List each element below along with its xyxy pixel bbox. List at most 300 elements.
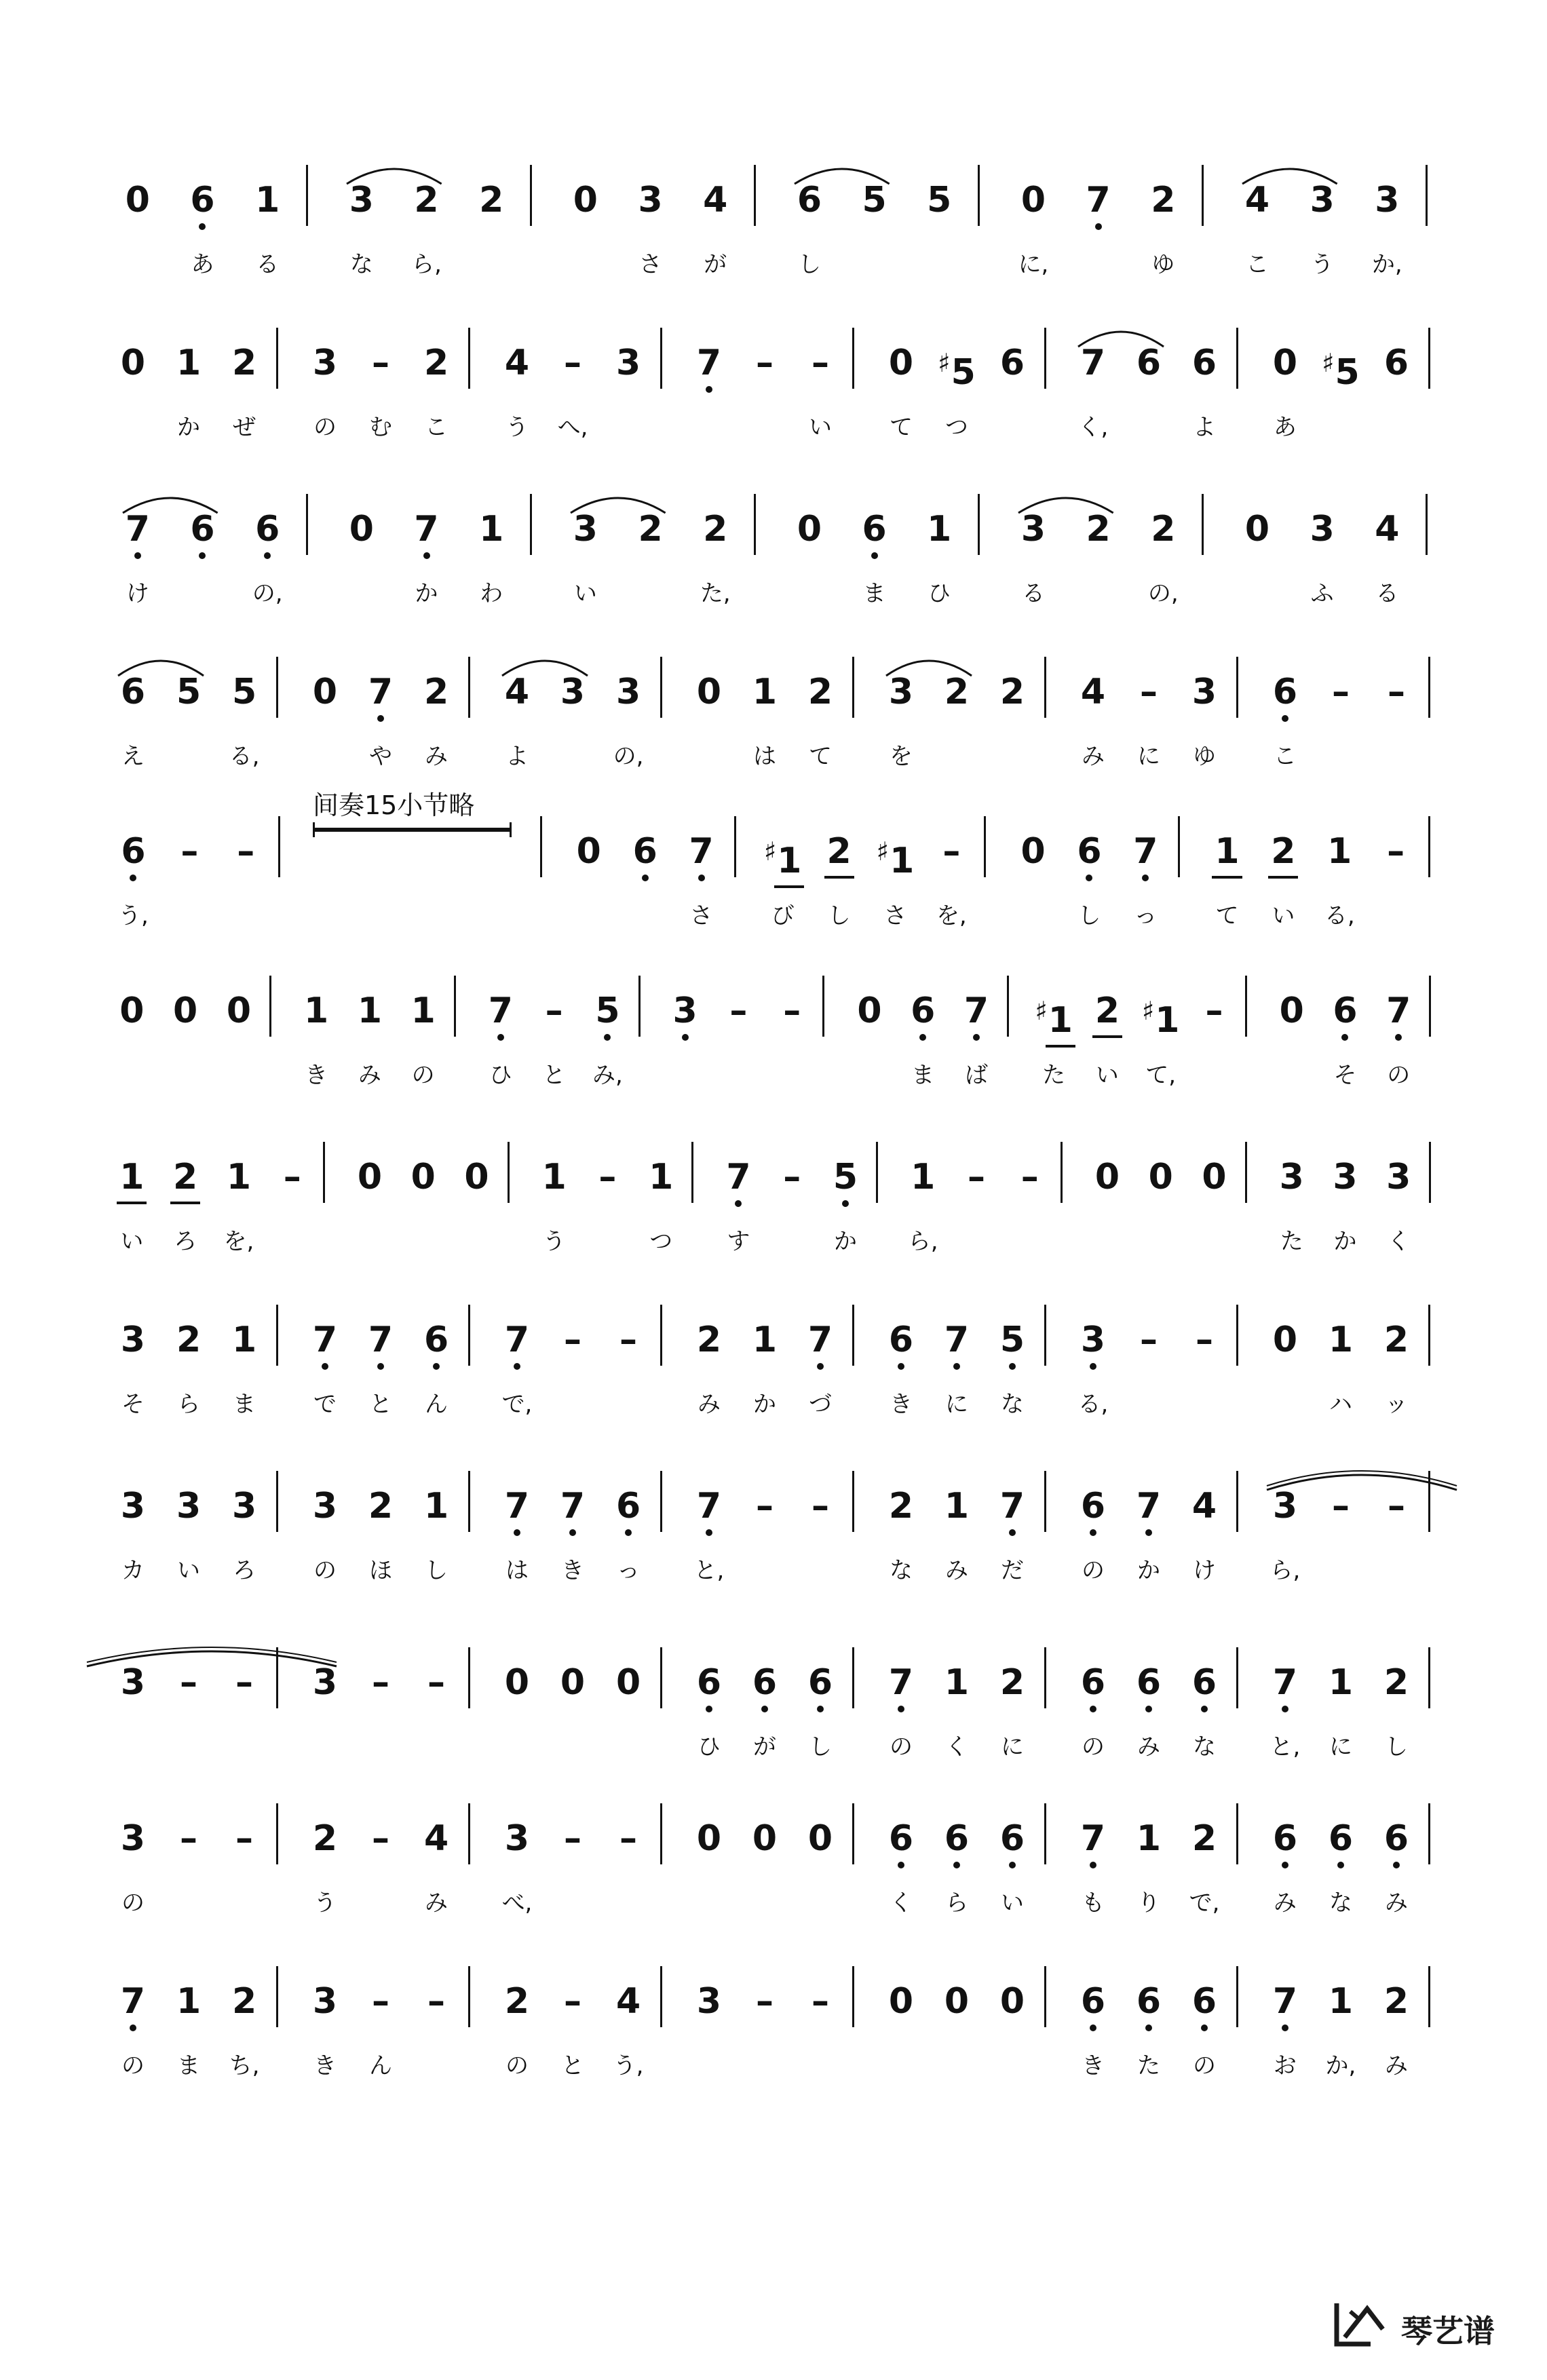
- note-digit: 2: [638, 509, 663, 550]
- lyric-syllable: の: [1081, 1733, 1105, 1761]
- note-digit: 3: [615, 672, 641, 712]
- note-digit: 6: [1077, 831, 1101, 872]
- low-octave-dot: [698, 875, 705, 881]
- note: [102, 831, 164, 872]
- note: [286, 991, 347, 1031]
- note-digit: 1: [1328, 1981, 1354, 2022]
- eighth-underline: [1092, 1035, 1122, 1038]
- lyric-syllable: へ,: [557, 414, 588, 441]
- note-digit: 2: [1191, 1818, 1217, 1859]
- lyric-syllable: ふ: [1310, 580, 1334, 607]
- lyric-syllable: で,: [501, 1391, 533, 1418]
- low-octave-dot: [1145, 1529, 1152, 1536]
- barline: [1202, 165, 1204, 226]
- barline: [1044, 1471, 1046, 1532]
- low-octave-dot: [130, 2024, 136, 2031]
- barline: [468, 1305, 470, 1366]
- interlude-tick: [510, 822, 512, 837]
- lyric-syllable: ろ: [174, 1228, 197, 1255]
- note: [1063, 1486, 1124, 1527]
- note-digit: –: [942, 831, 961, 872]
- lyric-syllable: み: [1384, 2052, 1408, 2079]
- lyric-syllable: み: [425, 1889, 448, 1917]
- lyric-syllable: て: [809, 743, 833, 770]
- note-digit: 0: [1272, 343, 1298, 383]
- note-digit: 6: [1273, 672, 1297, 712]
- lyric-syllable: よ: [1192, 414, 1216, 441]
- eighth-underline: [824, 876, 854, 879]
- note-digit: –: [564, 1320, 581, 1360]
- note-digit: 7: [368, 1320, 393, 1360]
- lyric-syllable: そ: [1333, 1062, 1357, 1089]
- lyric-syllable: の: [1192, 2052, 1216, 2079]
- note-digit: 3: [1081, 1320, 1105, 1360]
- barline: [754, 494, 756, 555]
- note-digit: 4: [504, 672, 530, 712]
- note: [790, 343, 851, 383]
- note-digit: 1: [231, 1320, 257, 1360]
- note: [926, 1320, 987, 1360]
- note-digit: 3: [1191, 672, 1217, 712]
- note-digit: 0: [504, 1662, 530, 1703]
- lyric-syllable: ま: [862, 580, 886, 607]
- barline: [852, 657, 854, 718]
- lyric-syllable: の: [411, 1062, 435, 1089]
- note: [779, 509, 840, 550]
- note-digit: –: [180, 831, 199, 872]
- lyric-syllable: け: [126, 580, 149, 607]
- lyric-syllable: た: [1042, 1062, 1066, 1089]
- note-digit: –: [1020, 1157, 1039, 1197]
- low-octave-dot: [1145, 1706, 1152, 1712]
- note-digit: 0: [1020, 180, 1046, 220]
- lyric-syllable: と,: [1269, 1733, 1301, 1761]
- note: [1368, 1157, 1429, 1197]
- note-digit: –: [180, 1662, 198, 1703]
- barline: [1236, 1471, 1238, 1532]
- barline: [978, 165, 980, 226]
- note-digit: 2: [1151, 180, 1176, 220]
- barline: [660, 1305, 662, 1366]
- barline: [1236, 657, 1238, 718]
- note-digit: 6: [797, 180, 822, 220]
- note-digit: 3: [312, 343, 338, 383]
- note-digit: –: [811, 343, 830, 383]
- barline: [1245, 976, 1247, 1037]
- note-digit: –: [372, 1662, 390, 1703]
- note: [734, 1486, 795, 1527]
- note-digit: –: [1387, 1486, 1405, 1527]
- note: [1130, 1157, 1191, 1197]
- note-digit: 0: [1202, 1157, 1227, 1197]
- note: [1310, 1981, 1371, 2022]
- note: [294, 1320, 356, 1360]
- note-digit: 7: [689, 831, 713, 872]
- note: [982, 1320, 1043, 1360]
- barline: [468, 1647, 470, 1708]
- note-digit: –: [564, 343, 581, 383]
- lyric-syllable: で,: [1189, 1889, 1220, 1917]
- note-digit: 7: [697, 343, 721, 383]
- note-digit: –: [1139, 672, 1158, 712]
- note: [1003, 180, 1064, 220]
- note: [208, 1157, 269, 1197]
- note-digit: 0: [410, 1157, 436, 1197]
- barline: [852, 328, 854, 389]
- note: [406, 1486, 467, 1527]
- note: [708, 1157, 769, 1197]
- note: [1255, 1662, 1316, 1703]
- note: [1253, 831, 1314, 872]
- note-digit: 7: [944, 1320, 969, 1360]
- barline: [276, 1803, 278, 1864]
- note: [598, 672, 659, 712]
- lyric-syllable: し: [425, 1557, 448, 1584]
- note: [655, 991, 716, 1031]
- barline: [276, 1966, 278, 2027]
- barline: [660, 1966, 662, 2027]
- note-digit: 6: [424, 1320, 448, 1360]
- note: [214, 1320, 275, 1360]
- note-digit: 7: [414, 509, 438, 550]
- note: [1310, 1818, 1371, 1859]
- eighth-underline: [170, 1202, 200, 1204]
- sharp-accidental: ♯: [763, 837, 777, 866]
- note-digit: 6: [616, 1486, 641, 1527]
- note: [1261, 1157, 1322, 1197]
- note-digit: 7: [1273, 1662, 1297, 1703]
- lyric-syllable: を,: [223, 1228, 254, 1255]
- note: [982, 1662, 1043, 1703]
- note: [615, 831, 676, 872]
- lyric-syllable: る,: [229, 743, 260, 770]
- note: [679, 1486, 740, 1527]
- barline: [822, 976, 824, 1037]
- lyric-syllable: こ: [425, 414, 448, 441]
- note-digit: 6: [255, 509, 280, 550]
- low-octave-dot: [1009, 1862, 1016, 1868]
- note-digit: 3: [638, 180, 663, 220]
- lyric-syllable: と,: [693, 1557, 725, 1584]
- lyric-syllable: わ: [480, 580, 503, 607]
- note: [1174, 1486, 1235, 1527]
- note: [542, 1486, 603, 1527]
- low-octave-dot: [1395, 1034, 1402, 1041]
- note: [871, 343, 932, 383]
- low-octave-dot: [1201, 2024, 1208, 2031]
- note: [406, 1662, 467, 1703]
- note-digit: 0: [560, 1662, 586, 1703]
- barline: [1245, 1142, 1247, 1203]
- note-digit: 7: [889, 1662, 913, 1703]
- note-digit: 1: [777, 841, 801, 881]
- note: [294, 1981, 356, 2022]
- note-digit: 0: [999, 1981, 1025, 2022]
- lyric-syllable: の: [1387, 1062, 1411, 1089]
- lyric-syllable: あ: [191, 251, 214, 278]
- lyric-syllable: の,: [613, 743, 644, 770]
- note-digit: 6: [120, 672, 146, 712]
- interlude-tick: [313, 822, 315, 837]
- note-digit: 1: [944, 1662, 970, 1703]
- note-digit: –: [783, 1157, 801, 1197]
- note-digit: 6: [1000, 1818, 1025, 1859]
- note-digit: 2: [173, 1157, 197, 1197]
- note-digit: 0: [888, 343, 914, 383]
- lyric-syllable: か: [177, 414, 201, 441]
- note: [158, 1981, 219, 2022]
- barline: [691, 1142, 693, 1203]
- note-digit: 7: [126, 509, 150, 550]
- slur-arc: [1240, 159, 1339, 187]
- note-digit: 2: [703, 509, 728, 550]
- note: [486, 1486, 548, 1527]
- lyric-syllable: ら,: [411, 251, 442, 278]
- barline: [1428, 328, 1430, 389]
- note: [679, 1818, 740, 1859]
- note: [1310, 1662, 1371, 1703]
- lyric-syllable: に: [944, 1391, 968, 1418]
- note: [393, 991, 454, 1031]
- lyric-syllable: お: [1273, 2052, 1297, 2079]
- note: [172, 180, 233, 220]
- note-digit: 3: [1375, 180, 1400, 220]
- note-digit: 2: [1383, 1320, 1409, 1360]
- note-digit: –: [729, 991, 748, 1031]
- note-digit: 7: [697, 1486, 721, 1527]
- note-digit: 3: [176, 1486, 202, 1527]
- note: [524, 991, 585, 1031]
- note-digit: 3: [1020, 509, 1046, 550]
- note-digit: 2: [368, 1486, 394, 1527]
- sharp-accidental: ♯: [1035, 996, 1048, 1026]
- lyric-syllable: い: [1272, 902, 1295, 929]
- lyric-syllable: う: [542, 1228, 566, 1255]
- note: [406, 1818, 467, 1859]
- note: [396, 509, 457, 550]
- note: [102, 1818, 164, 1859]
- lyric-syllable: た: [1280, 1228, 1303, 1255]
- barline: [276, 657, 278, 718]
- note-digit: 3: [1272, 1486, 1298, 1527]
- note-digit: 2: [231, 343, 257, 383]
- note-digit: 0: [226, 991, 252, 1031]
- note: [790, 1662, 851, 1703]
- note-digit: 7: [1133, 831, 1158, 872]
- eighth-underline: [1268, 876, 1298, 879]
- lyric-syllable: ぜ: [233, 414, 256, 441]
- lyric-syllable: う,: [118, 902, 149, 929]
- note: [1183, 991, 1244, 1031]
- barline: [278, 816, 280, 877]
- note: [159, 831, 220, 872]
- note: [946, 1157, 1007, 1197]
- note: [1174, 1320, 1235, 1360]
- note: [946, 991, 1007, 1031]
- barline: [852, 1471, 854, 1532]
- note: [331, 509, 392, 550]
- note: [790, 672, 851, 712]
- lyric-syllable: に: [1137, 743, 1160, 770]
- note-digit: 0: [1279, 991, 1304, 1031]
- lyric-syllable: び: [771, 902, 795, 929]
- lyric-syllable: が: [752, 1733, 776, 1761]
- lyric-syllable: み: [1137, 1733, 1160, 1761]
- lyric-syllable: み,: [592, 1062, 623, 1089]
- lyric-syllable: く: [944, 1733, 968, 1761]
- note-digit: 0: [797, 509, 822, 550]
- lyric-syllable: と: [369, 1391, 393, 1418]
- note-digit: 0: [349, 509, 374, 550]
- slur-arc: [1265, 1465, 1459, 1493]
- note-digit: 7: [1386, 991, 1411, 1031]
- note: [294, 672, 356, 712]
- note-digit: 6: [1191, 343, 1217, 383]
- note-digit: 7: [1273, 1981, 1297, 2022]
- note: [839, 991, 900, 1031]
- note-digit: 3: [1279, 1157, 1304, 1197]
- note: [294, 1486, 356, 1527]
- eighth-underline: [1046, 1045, 1075, 1048]
- lyric-syllable: る,: [1324, 902, 1355, 929]
- note-digit: 5: [1000, 1320, 1025, 1360]
- note: [542, 343, 603, 383]
- note: [926, 1818, 987, 1859]
- note: [1063, 1981, 1124, 2022]
- lyric-syllable: み: [1081, 743, 1105, 770]
- lyric-syllable: て: [889, 414, 913, 441]
- note-digit: 6: [1192, 1981, 1217, 2022]
- lyric-syllable: い: [177, 1557, 201, 1584]
- note-digit: 2: [944, 672, 970, 712]
- low-octave-dot: [1201, 1706, 1208, 1712]
- note: [1356, 509, 1417, 550]
- note: [685, 509, 746, 550]
- low-octave-dot: [706, 1529, 712, 1536]
- note-digit: 5: [833, 1157, 858, 1197]
- note: [909, 509, 970, 550]
- barline: [323, 1142, 325, 1203]
- note: [155, 1157, 216, 1197]
- slur-arc: [500, 651, 590, 678]
- barline: [530, 165, 532, 226]
- note: [237, 180, 298, 220]
- lyric-syllable: そ: [121, 1391, 145, 1418]
- note: [734, 1662, 795, 1703]
- note: [1366, 343, 1427, 383]
- note-digit: 0: [573, 180, 598, 220]
- lyric-syllable: の: [313, 414, 337, 441]
- lyric-syllable: い: [120, 1228, 144, 1255]
- lyric-syllable: て,: [1145, 1062, 1177, 1089]
- lyric-syllable: か: [833, 1228, 857, 1255]
- lyric-syllable: み: [697, 1391, 721, 1418]
- lyric-syllable: だ: [1001, 1557, 1024, 1584]
- note-digit: 2: [1095, 991, 1120, 1031]
- note-digit: 3: [888, 672, 914, 712]
- lyric-syllable: る: [1375, 580, 1399, 607]
- note-digit: 6: [1383, 343, 1409, 383]
- lyric-syllable: ゆ: [1151, 251, 1175, 278]
- note-digit: 7: [726, 1157, 750, 1197]
- low-octave-dot: [497, 1034, 504, 1041]
- lyric-syllable: な: [889, 1557, 913, 1584]
- note: [1063, 1818, 1124, 1859]
- lyric-syllable: ら: [177, 1391, 201, 1418]
- note: [486, 1981, 548, 2022]
- barline: [660, 1803, 662, 1864]
- lyric-syllable: た: [1137, 2052, 1160, 2079]
- lyric-syllable: べ,: [501, 1889, 533, 1917]
- low-octave-dot: [1341, 1034, 1348, 1041]
- low-octave-dot: [1090, 1529, 1096, 1536]
- lyric-syllable: よ: [505, 743, 529, 770]
- note: [350, 343, 411, 383]
- barline: [852, 1966, 854, 2027]
- note-digit: 1: [649, 1157, 674, 1197]
- note: [734, 1981, 795, 2022]
- barline: [306, 494, 308, 555]
- barline: [1428, 1305, 1430, 1366]
- lyric-syllable: つ: [944, 414, 968, 441]
- note: [1118, 672, 1179, 712]
- note-digit: 2: [807, 672, 833, 712]
- note: [1366, 672, 1427, 712]
- lyric-syllable: さ: [689, 902, 713, 929]
- lyric-syllable: み: [1273, 1889, 1297, 1917]
- note: [1309, 831, 1370, 872]
- barline: [1428, 816, 1430, 877]
- note: [790, 1320, 851, 1360]
- note: [486, 1818, 548, 1859]
- note: [102, 1486, 164, 1527]
- lyric-syllable: す: [727, 1228, 750, 1255]
- low-octave-dot: [761, 1706, 768, 1712]
- slur-arc: [569, 488, 668, 516]
- low-octave-dot: [514, 1529, 520, 1536]
- note: [1255, 1981, 1316, 2022]
- slur-arc: [121, 488, 220, 516]
- low-octave-dot: [1090, 1862, 1096, 1868]
- note: [871, 1662, 932, 1703]
- lyric-syllable: カ: [121, 1557, 145, 1584]
- note: [926, 1981, 987, 2022]
- lyric-syllable: り: [1137, 1889, 1160, 1917]
- note-digit: 6: [889, 1818, 913, 1859]
- note: [542, 1818, 603, 1859]
- note: [214, 1486, 275, 1527]
- note-digit: 5: [1335, 352, 1360, 393]
- note: [577, 1157, 638, 1197]
- note-digit: –: [235, 1662, 254, 1703]
- lyric-syllable: う: [1310, 251, 1334, 278]
- note-digit: –: [967, 1157, 985, 1197]
- note-digit: 3: [312, 1981, 338, 2022]
- note-digit: 0: [888, 1981, 914, 2022]
- note: [1314, 1157, 1375, 1197]
- barline: [660, 657, 662, 718]
- note: [1365, 831, 1426, 872]
- note: [1063, 1320, 1124, 1360]
- note-digit: 6: [1273, 1818, 1297, 1859]
- note: [1310, 343, 1371, 393]
- note: [1174, 343, 1235, 383]
- lyric-syllable: み: [944, 1557, 968, 1584]
- lyric-syllable: ひ: [489, 1062, 512, 1089]
- note: [208, 991, 269, 1031]
- note-digit: 0: [752, 1818, 778, 1859]
- lyric-syllable: か: [415, 580, 438, 607]
